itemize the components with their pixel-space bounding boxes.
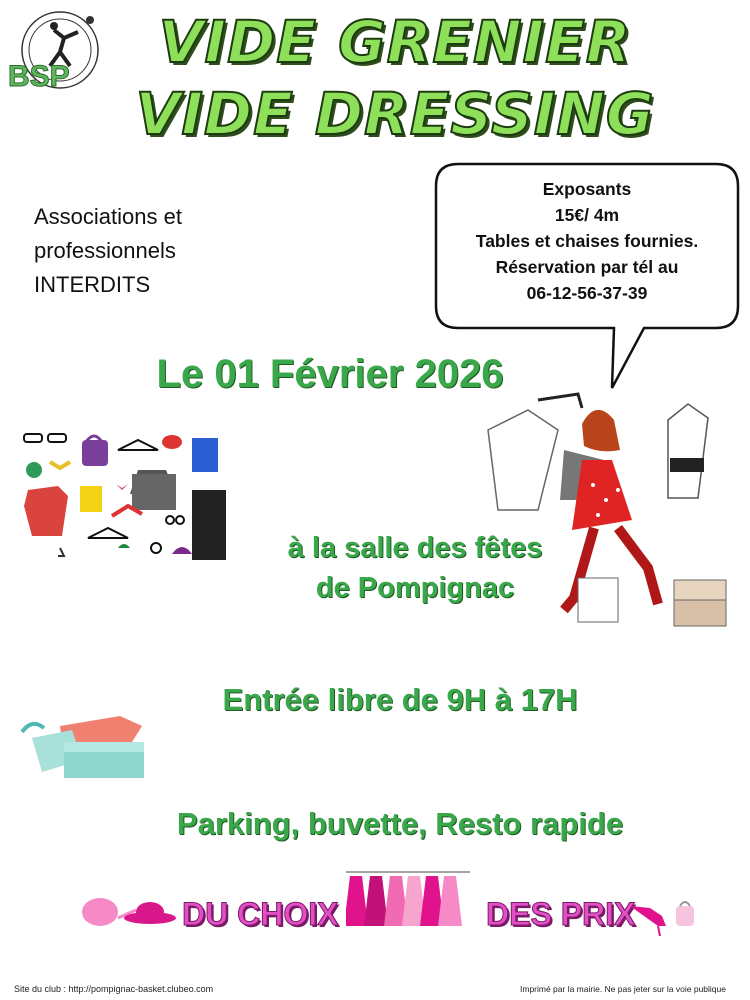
poster-title-line2: VIDE DRESSING [135, 80, 655, 148]
exhibitor-booking: Réservation par tél au [495, 257, 679, 277]
clothes-collage-image [20, 430, 240, 580]
footer-print-notice: Imprimé par la mairie. Ne pas jeter sur la voie publique [520, 984, 726, 994]
restrictions-notice [34, 200, 182, 302]
event-date: Le 01 Février 2026 [156, 352, 504, 396]
shoe-and-bag-icons [628, 896, 698, 938]
opening-hours: Entrée libre de 9H à 17H [222, 682, 578, 717]
hat-icons [82, 892, 178, 932]
exhibitor-info [434, 176, 740, 306]
location-line1: à la salle des fêtes [287, 532, 543, 564]
shoe-box-image [20, 712, 146, 782]
exhibitor-furniture: Tables et chaises fournies. [475, 231, 699, 251]
footer-club-website: Site du club : http://pompignac-basket.clubeo.com [14, 984, 214, 994]
event-location [250, 528, 580, 608]
restriction-line: Associations et [34, 204, 182, 229]
restriction-line: professionnels [34, 238, 176, 263]
exhibitor-phone: 06-12-56-37-39 [526, 283, 648, 303]
restriction-line: INTERDITS [34, 272, 151, 297]
slogan-des-prix: DES PRIX [486, 896, 636, 932]
poster-title-line1: VIDE GRENIER [158, 8, 632, 76]
exhibitor-heading: Exposants [542, 179, 632, 199]
slogan-du-choix: DU CHOIX [182, 896, 339, 932]
dresses-icon [346, 868, 470, 934]
svg-text:BSP: BSP [8, 60, 70, 93]
amenities: Parking, buvette, Resto rapide [176, 806, 624, 841]
location-line2: de Pompignac [315, 572, 515, 604]
exhibitor-price: 15€/ 4m [554, 205, 620, 225]
